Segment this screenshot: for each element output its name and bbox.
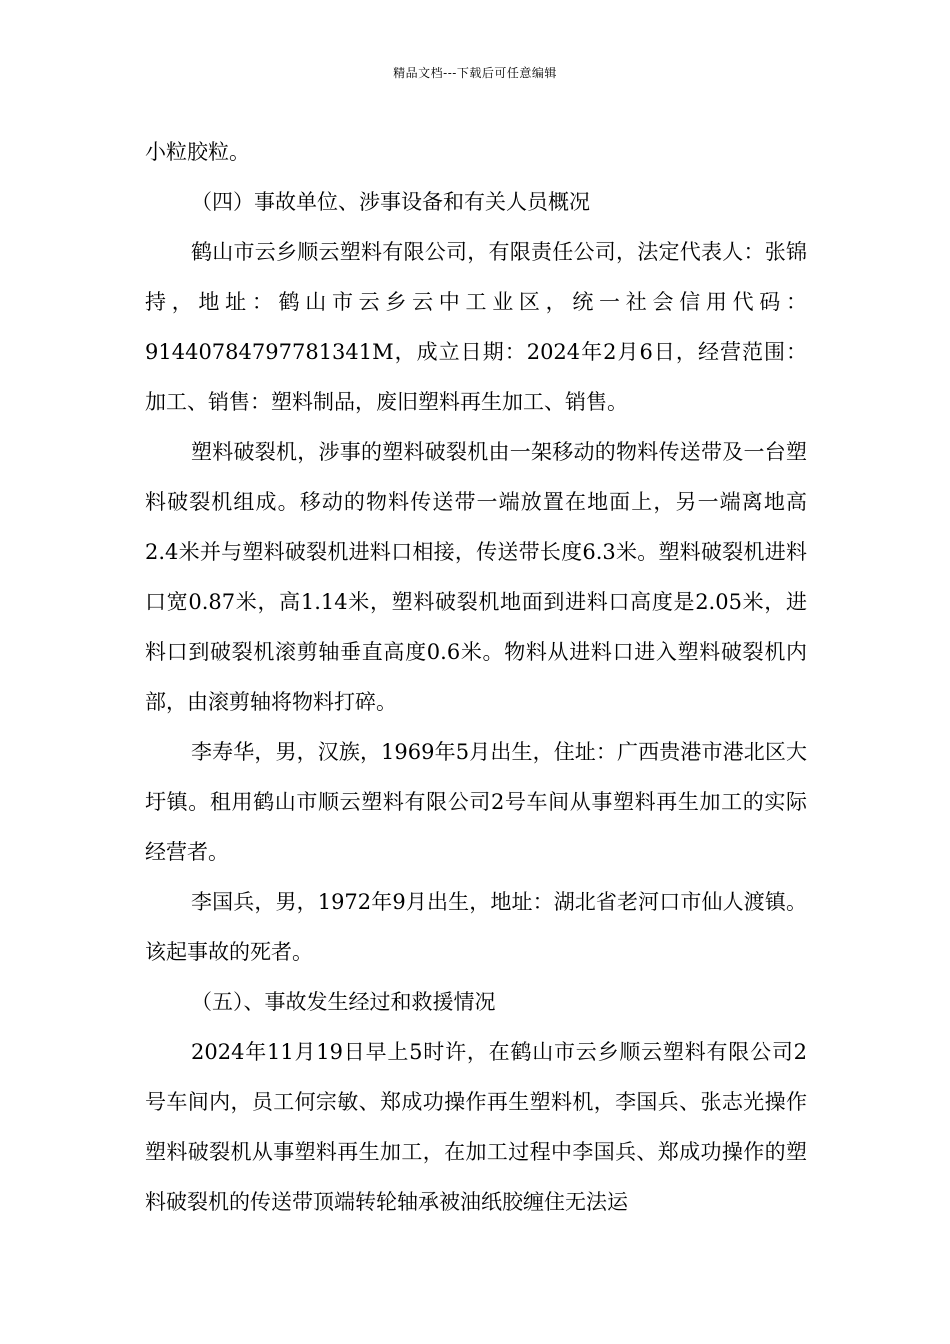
paragraph: 塑料破裂机，涉事的塑料破裂机由一架移动的物料传送带及一台塑料破裂机组成。移动的物料传送带一端放置在地面上，另一端离地高2.4米并与塑料破裂机进料口相接，传送带长度6.3米。塑料破裂机进料口宽0.87米，高1.14米，塑料破裂机地面到进料口高度是2.05米，进料口到破裂机滚剪轴垂直高度0.6米。物料从进料口进入塑料破裂机内部，由滚剪轴将物料打碎。: [145, 440, 807, 714]
paragraph: 2024年11月19日早上5时许，在鹤山市云乡顺云塑料有限公司2号车间内，员工何宗敏、郑成功操作再生塑料机，李国兵、张志光操作塑料破裂机从事塑料再生加工，在加工过程中李国兵、郑成功操作的塑料破裂机的传送带顶端转轮轴承被油纸胶缠住无法运: [145, 1040, 807, 1214]
document-body: [145, 127, 807, 1227]
paragraph: 小粒胶粒。: [145, 140, 250, 164]
paragraph: 鹤山市云乡顺云塑料有限公司，有限责任公司，法定代表人：张锦持，地址：鹤山市云乡云中工业区，统一社会信用代码：91440784797781341M，成立日期：2024年2月6日，经营范围：加工、销售：塑料制品，废旧塑料再生加工、销售。: [145, 240, 807, 414]
page-header: 精品文档---下载后可任意编辑: [393, 66, 557, 80]
section-heading: （五）、事故发生经过和救援情况: [191, 990, 496, 1014]
paragraph: 李寿华，男，汉族，1969年5月出生，住址：广西贵港市港北区大圩镇。租用鹤山市顺云塑料有限公司2号车间从事塑料再生加工的实际经营者。: [145, 740, 807, 864]
paragraph: 李国兵，男，1972年9月出生，地址：湖北省老河口市仙人渡镇。该起事故的死者。: [145, 890, 807, 964]
section-heading: （四）事故单位、涉事设备和有关人员概况: [191, 190, 590, 214]
